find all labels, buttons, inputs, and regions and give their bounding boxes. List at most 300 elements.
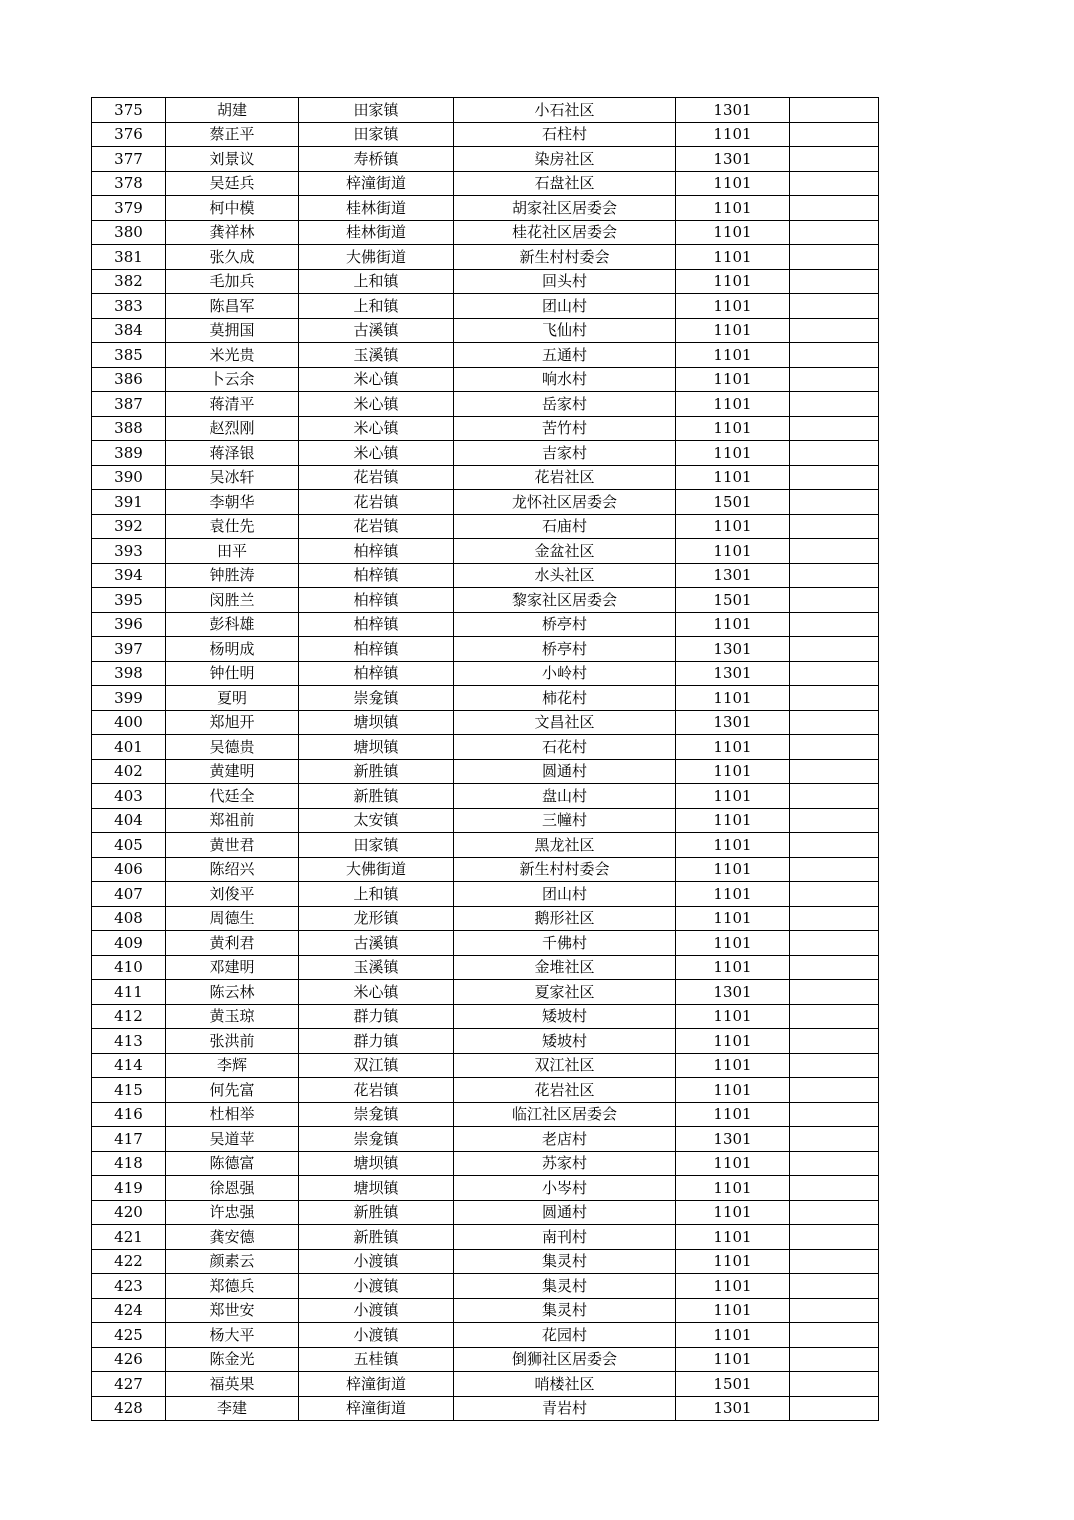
town-cell: 大佛街道 xyxy=(299,245,454,270)
name-cell: 颜素云 xyxy=(166,1249,299,1274)
index-cell: 401 xyxy=(92,735,166,760)
code-cell: 1101 xyxy=(676,1151,790,1176)
code-cell: 1101 xyxy=(676,171,790,196)
table-row xyxy=(92,441,879,466)
community-cell: 桂花社区居委会 xyxy=(454,220,676,245)
town-cell: 田家镇 xyxy=(299,98,454,123)
index-cell: 382 xyxy=(92,269,166,294)
code-cell: 1101 xyxy=(676,808,790,833)
code-cell: 1101 xyxy=(676,1225,790,1250)
name-cell: 夏明 xyxy=(166,686,299,711)
remark-cell xyxy=(790,1102,879,1127)
town-cell: 新胜镇 xyxy=(299,784,454,809)
table-row xyxy=(92,465,879,490)
table-row xyxy=(92,759,879,784)
code-cell: 1101 xyxy=(676,857,790,882)
table-row xyxy=(92,318,879,343)
code-cell: 1101 xyxy=(676,539,790,564)
table-body xyxy=(92,98,879,1421)
code-cell: 1101 xyxy=(676,1029,790,1054)
index-cell: 386 xyxy=(92,367,166,392)
code-cell: 1101 xyxy=(676,1274,790,1299)
index-cell: 413 xyxy=(92,1029,166,1054)
name-cell: 陈金光 xyxy=(166,1347,299,1372)
name-cell: 赵烈刚 xyxy=(166,416,299,441)
name-cell: 徐恩强 xyxy=(166,1176,299,1201)
remark-cell xyxy=(790,710,879,735)
table-row xyxy=(92,1200,879,1225)
table-row xyxy=(92,98,879,123)
town-cell: 崇龛镇 xyxy=(299,686,454,711)
name-cell: 蒋清平 xyxy=(166,392,299,417)
remark-cell xyxy=(790,1298,879,1323)
remark-cell xyxy=(790,784,879,809)
community-cell: 集灵村 xyxy=(454,1274,676,1299)
remark-cell xyxy=(790,318,879,343)
table-row xyxy=(92,1004,879,1029)
remark-cell xyxy=(790,367,879,392)
table-row xyxy=(92,122,879,147)
remark-cell xyxy=(790,1200,879,1225)
community-cell: 响水村 xyxy=(454,367,676,392)
community-cell: 新生村村委会 xyxy=(454,245,676,270)
remark-cell xyxy=(790,759,879,784)
community-cell: 小岭村 xyxy=(454,661,676,686)
code-cell: 1501 xyxy=(676,1372,790,1397)
community-cell: 苏家村 xyxy=(454,1151,676,1176)
name-cell: 李辉 xyxy=(166,1053,299,1078)
community-cell: 倒狮社区居委会 xyxy=(454,1347,676,1372)
code-cell: 1101 xyxy=(676,196,790,221)
town-cell: 花岩镇 xyxy=(299,514,454,539)
code-cell: 1101 xyxy=(676,269,790,294)
table-row xyxy=(92,955,879,980)
name-cell: 吴德贵 xyxy=(166,735,299,760)
code-cell: 1101 xyxy=(676,416,790,441)
name-cell: 钟仕明 xyxy=(166,661,299,686)
community-cell: 老店村 xyxy=(454,1127,676,1152)
index-cell: 420 xyxy=(92,1200,166,1225)
community-cell: 矮坡村 xyxy=(454,1029,676,1054)
remark-cell xyxy=(790,98,879,123)
remark-cell xyxy=(790,416,879,441)
code-cell: 1101 xyxy=(676,1102,790,1127)
town-cell: 新胜镇 xyxy=(299,759,454,784)
name-cell: 杜相举 xyxy=(166,1102,299,1127)
name-cell: 龚安德 xyxy=(166,1225,299,1250)
community-cell: 花岩社区 xyxy=(454,465,676,490)
town-cell: 柏梓镇 xyxy=(299,563,454,588)
name-cell: 郑世安 xyxy=(166,1298,299,1323)
code-cell: 1101 xyxy=(676,1200,790,1225)
remark-cell xyxy=(790,906,879,931)
code-cell: 1101 xyxy=(676,1053,790,1078)
town-cell: 柏梓镇 xyxy=(299,661,454,686)
index-cell: 380 xyxy=(92,220,166,245)
name-cell: 代廷全 xyxy=(166,784,299,809)
name-cell: 彭科雄 xyxy=(166,612,299,637)
code-cell: 1101 xyxy=(676,1347,790,1372)
remark-cell xyxy=(790,245,879,270)
remark-cell xyxy=(790,1029,879,1054)
code-cell: 1101 xyxy=(676,833,790,858)
town-cell: 双江镇 xyxy=(299,1053,454,1078)
index-cell: 384 xyxy=(92,318,166,343)
name-cell: 胡建 xyxy=(166,98,299,123)
town-cell: 上和镇 xyxy=(299,882,454,907)
index-cell: 397 xyxy=(92,637,166,662)
remark-cell xyxy=(790,269,879,294)
table-row xyxy=(92,171,879,196)
name-cell: 闵胜兰 xyxy=(166,588,299,613)
town-cell: 米心镇 xyxy=(299,416,454,441)
community-cell: 飞仙村 xyxy=(454,318,676,343)
remark-cell xyxy=(790,294,879,319)
code-cell: 1101 xyxy=(676,1249,790,1274)
code-cell: 1101 xyxy=(676,906,790,931)
code-cell: 1101 xyxy=(676,612,790,637)
table-row xyxy=(92,710,879,735)
town-cell: 群力镇 xyxy=(299,1029,454,1054)
remark-cell xyxy=(790,735,879,760)
name-cell: 蔡正平 xyxy=(166,122,299,147)
code-cell: 1301 xyxy=(676,710,790,735)
community-cell: 黎家社区居委会 xyxy=(454,588,676,613)
remark-cell xyxy=(790,686,879,711)
town-cell: 小渡镇 xyxy=(299,1274,454,1299)
name-cell: 周德生 xyxy=(166,906,299,931)
index-cell: 407 xyxy=(92,882,166,907)
table-row xyxy=(92,882,879,907)
remark-cell xyxy=(790,1151,879,1176)
town-cell: 桂林街道 xyxy=(299,220,454,245)
remark-cell xyxy=(790,1249,879,1274)
name-cell: 郑祖前 xyxy=(166,808,299,833)
community-cell: 石庙村 xyxy=(454,514,676,539)
town-cell: 古溪镇 xyxy=(299,318,454,343)
code-cell: 1501 xyxy=(676,588,790,613)
index-cell: 381 xyxy=(92,245,166,270)
remark-cell xyxy=(790,122,879,147)
town-cell: 柏梓镇 xyxy=(299,588,454,613)
town-cell: 米心镇 xyxy=(299,441,454,466)
name-cell: 卜云余 xyxy=(166,367,299,392)
remark-cell xyxy=(790,1323,879,1348)
index-cell: 394 xyxy=(92,563,166,588)
index-cell: 376 xyxy=(92,122,166,147)
index-cell: 417 xyxy=(92,1127,166,1152)
name-cell: 龚祥林 xyxy=(166,220,299,245)
remark-cell xyxy=(790,1347,879,1372)
index-cell: 427 xyxy=(92,1372,166,1397)
community-cell: 苦竹村 xyxy=(454,416,676,441)
index-cell: 398 xyxy=(92,661,166,686)
table-row xyxy=(92,1176,879,1201)
table-row xyxy=(92,490,879,515)
town-cell: 梓潼街道 xyxy=(299,1372,454,1397)
index-cell: 404 xyxy=(92,808,166,833)
town-cell: 上和镇 xyxy=(299,294,454,319)
remark-cell xyxy=(790,612,879,637)
town-cell: 小渡镇 xyxy=(299,1323,454,1348)
index-cell: 416 xyxy=(92,1102,166,1127)
table-row xyxy=(92,686,879,711)
remark-cell xyxy=(790,1004,879,1029)
community-cell: 回头村 xyxy=(454,269,676,294)
community-cell: 花园村 xyxy=(454,1323,676,1348)
community-cell: 集灵村 xyxy=(454,1298,676,1323)
remark-cell xyxy=(790,171,879,196)
index-cell: 389 xyxy=(92,441,166,466)
table-row xyxy=(92,539,879,564)
remark-cell xyxy=(790,1127,879,1152)
table-row xyxy=(92,196,879,221)
code-cell: 1101 xyxy=(676,367,790,392)
table-row xyxy=(92,294,879,319)
remark-cell xyxy=(790,392,879,417)
name-cell: 蒋泽银 xyxy=(166,441,299,466)
table-row xyxy=(92,1396,879,1421)
remark-cell xyxy=(790,441,879,466)
index-cell: 383 xyxy=(92,294,166,319)
name-cell: 吴冰轩 xyxy=(166,465,299,490)
name-cell: 钟胜涛 xyxy=(166,563,299,588)
community-cell: 青岩村 xyxy=(454,1396,676,1421)
remark-cell xyxy=(790,980,879,1005)
index-cell: 418 xyxy=(92,1151,166,1176)
index-cell: 377 xyxy=(92,147,166,172)
community-cell: 夏家社区 xyxy=(454,980,676,1005)
code-cell: 1101 xyxy=(676,759,790,784)
table-row xyxy=(92,931,879,956)
remark-cell xyxy=(790,588,879,613)
remark-cell xyxy=(790,857,879,882)
community-cell: 南刊村 xyxy=(454,1225,676,1250)
community-cell: 新生村村委会 xyxy=(454,857,676,882)
code-cell: 1101 xyxy=(676,1176,790,1201)
name-cell: 杨大平 xyxy=(166,1323,299,1348)
index-cell: 378 xyxy=(92,171,166,196)
community-cell: 双江社区 xyxy=(454,1053,676,1078)
table-row xyxy=(92,1127,879,1152)
name-cell: 陈云林 xyxy=(166,980,299,1005)
code-cell: 1101 xyxy=(676,122,790,147)
code-cell: 1101 xyxy=(676,318,790,343)
community-cell: 石花村 xyxy=(454,735,676,760)
name-cell: 陈绍兴 xyxy=(166,857,299,882)
remark-cell xyxy=(790,808,879,833)
town-cell: 米心镇 xyxy=(299,980,454,1005)
table-row xyxy=(92,906,879,931)
community-cell: 黑龙社区 xyxy=(454,833,676,858)
index-cell: 387 xyxy=(92,392,166,417)
remark-cell xyxy=(790,955,879,980)
index-cell: 385 xyxy=(92,343,166,368)
table-row xyxy=(92,857,879,882)
community-cell: 圆通村 xyxy=(454,1200,676,1225)
code-cell: 1301 xyxy=(676,563,790,588)
index-cell: 421 xyxy=(92,1225,166,1250)
code-cell: 1101 xyxy=(676,514,790,539)
code-cell: 1501 xyxy=(676,490,790,515)
town-cell: 米心镇 xyxy=(299,392,454,417)
remark-cell xyxy=(790,220,879,245)
name-cell: 福英果 xyxy=(166,1372,299,1397)
name-cell: 刘景议 xyxy=(166,147,299,172)
remark-cell xyxy=(790,637,879,662)
table-row xyxy=(92,1102,879,1127)
index-cell: 375 xyxy=(92,98,166,123)
community-cell: 石柱村 xyxy=(454,122,676,147)
community-cell: 小石社区 xyxy=(454,98,676,123)
code-cell: 1301 xyxy=(676,1396,790,1421)
table-row xyxy=(92,1249,879,1274)
name-cell: 陈德富 xyxy=(166,1151,299,1176)
community-cell: 三幢村 xyxy=(454,808,676,833)
remark-cell xyxy=(790,882,879,907)
community-cell: 金堆社区 xyxy=(454,955,676,980)
town-cell: 龙形镇 xyxy=(299,906,454,931)
town-cell: 米心镇 xyxy=(299,367,454,392)
community-cell: 桥亭村 xyxy=(454,612,676,637)
town-cell: 大佛街道 xyxy=(299,857,454,882)
remark-cell xyxy=(790,1372,879,1397)
index-cell: 390 xyxy=(92,465,166,490)
remark-cell xyxy=(790,833,879,858)
community-cell: 矮坡村 xyxy=(454,1004,676,1029)
remark-cell xyxy=(790,931,879,956)
table-row xyxy=(92,735,879,760)
table-row xyxy=(92,1323,879,1348)
name-cell: 郑旭开 xyxy=(166,710,299,735)
data-table xyxy=(91,97,879,1421)
town-cell: 新胜镇 xyxy=(299,1200,454,1225)
index-cell: 406 xyxy=(92,857,166,882)
remark-cell xyxy=(790,196,879,221)
code-cell: 1101 xyxy=(676,882,790,907)
remark-cell xyxy=(790,1176,879,1201)
name-cell: 吴廷兵 xyxy=(166,171,299,196)
table-row xyxy=(92,612,879,637)
name-cell: 吴道苹 xyxy=(166,1127,299,1152)
index-cell: 388 xyxy=(92,416,166,441)
index-cell: 403 xyxy=(92,784,166,809)
name-cell: 米光贵 xyxy=(166,343,299,368)
community-cell: 团山村 xyxy=(454,294,676,319)
table-row xyxy=(92,147,879,172)
town-cell: 塘坝镇 xyxy=(299,1151,454,1176)
table-row xyxy=(92,808,879,833)
name-cell: 陈昌军 xyxy=(166,294,299,319)
remark-cell xyxy=(790,1274,879,1299)
community-cell: 小岑村 xyxy=(454,1176,676,1201)
code-cell: 1101 xyxy=(676,441,790,466)
town-cell: 柏梓镇 xyxy=(299,612,454,637)
table-row xyxy=(92,514,879,539)
remark-cell xyxy=(790,465,879,490)
town-cell: 田家镇 xyxy=(299,122,454,147)
table-row xyxy=(92,1347,879,1372)
table-row xyxy=(92,367,879,392)
name-cell: 黄建明 xyxy=(166,759,299,784)
town-cell: 梓潼街道 xyxy=(299,1396,454,1421)
table-row xyxy=(92,1274,879,1299)
name-cell: 莫拥国 xyxy=(166,318,299,343)
remark-cell xyxy=(790,490,879,515)
code-cell: 1101 xyxy=(676,465,790,490)
town-cell: 古溪镇 xyxy=(299,931,454,956)
name-cell: 郑德兵 xyxy=(166,1274,299,1299)
index-cell: 411 xyxy=(92,980,166,1005)
code-cell: 1301 xyxy=(676,637,790,662)
community-cell: 圆通村 xyxy=(454,759,676,784)
community-cell: 盘山村 xyxy=(454,784,676,809)
index-cell: 422 xyxy=(92,1249,166,1274)
index-cell: 408 xyxy=(92,906,166,931)
index-cell: 410 xyxy=(92,955,166,980)
name-cell: 柯中模 xyxy=(166,196,299,221)
table-row xyxy=(92,245,879,270)
table-row xyxy=(92,1029,879,1054)
town-cell: 花岩镇 xyxy=(299,1078,454,1103)
community-cell: 石盘社区 xyxy=(454,171,676,196)
remark-cell xyxy=(790,343,879,368)
index-cell: 409 xyxy=(92,931,166,956)
town-cell: 新胜镇 xyxy=(299,1225,454,1250)
code-cell: 1301 xyxy=(676,661,790,686)
name-cell: 邓建明 xyxy=(166,955,299,980)
table-row xyxy=(92,833,879,858)
community-cell: 花岩社区 xyxy=(454,1078,676,1103)
name-cell: 杨明成 xyxy=(166,637,299,662)
code-cell: 1101 xyxy=(676,294,790,319)
index-cell: 424 xyxy=(92,1298,166,1323)
index-cell: 402 xyxy=(92,759,166,784)
index-cell: 391 xyxy=(92,490,166,515)
town-cell: 柏梓镇 xyxy=(299,637,454,662)
table-row xyxy=(92,416,879,441)
table-row xyxy=(92,1151,879,1176)
community-cell: 柿花村 xyxy=(454,686,676,711)
town-cell: 上和镇 xyxy=(299,269,454,294)
community-cell: 千佛村 xyxy=(454,931,676,956)
town-cell: 寿桥镇 xyxy=(299,147,454,172)
table-row xyxy=(92,1078,879,1103)
town-cell: 五桂镇 xyxy=(299,1347,454,1372)
table-row xyxy=(92,784,879,809)
town-cell: 太安镇 xyxy=(299,808,454,833)
community-cell: 金盆社区 xyxy=(454,539,676,564)
remark-cell xyxy=(790,1078,879,1103)
town-cell: 塘坝镇 xyxy=(299,710,454,735)
table-row xyxy=(92,343,879,368)
name-cell: 刘俊平 xyxy=(166,882,299,907)
name-cell: 张久成 xyxy=(166,245,299,270)
remark-cell xyxy=(790,1396,879,1421)
index-cell: 412 xyxy=(92,1004,166,1029)
town-cell: 花岩镇 xyxy=(299,490,454,515)
remark-cell xyxy=(790,661,879,686)
community-cell: 龙怀社区居委会 xyxy=(454,490,676,515)
town-cell: 玉溪镇 xyxy=(299,343,454,368)
index-cell: 425 xyxy=(92,1323,166,1348)
town-cell: 玉溪镇 xyxy=(299,955,454,980)
remark-cell xyxy=(790,1225,879,1250)
town-cell: 花岩镇 xyxy=(299,465,454,490)
town-cell: 崇龛镇 xyxy=(299,1127,454,1152)
town-cell: 小渡镇 xyxy=(299,1298,454,1323)
table-row xyxy=(92,1225,879,1250)
